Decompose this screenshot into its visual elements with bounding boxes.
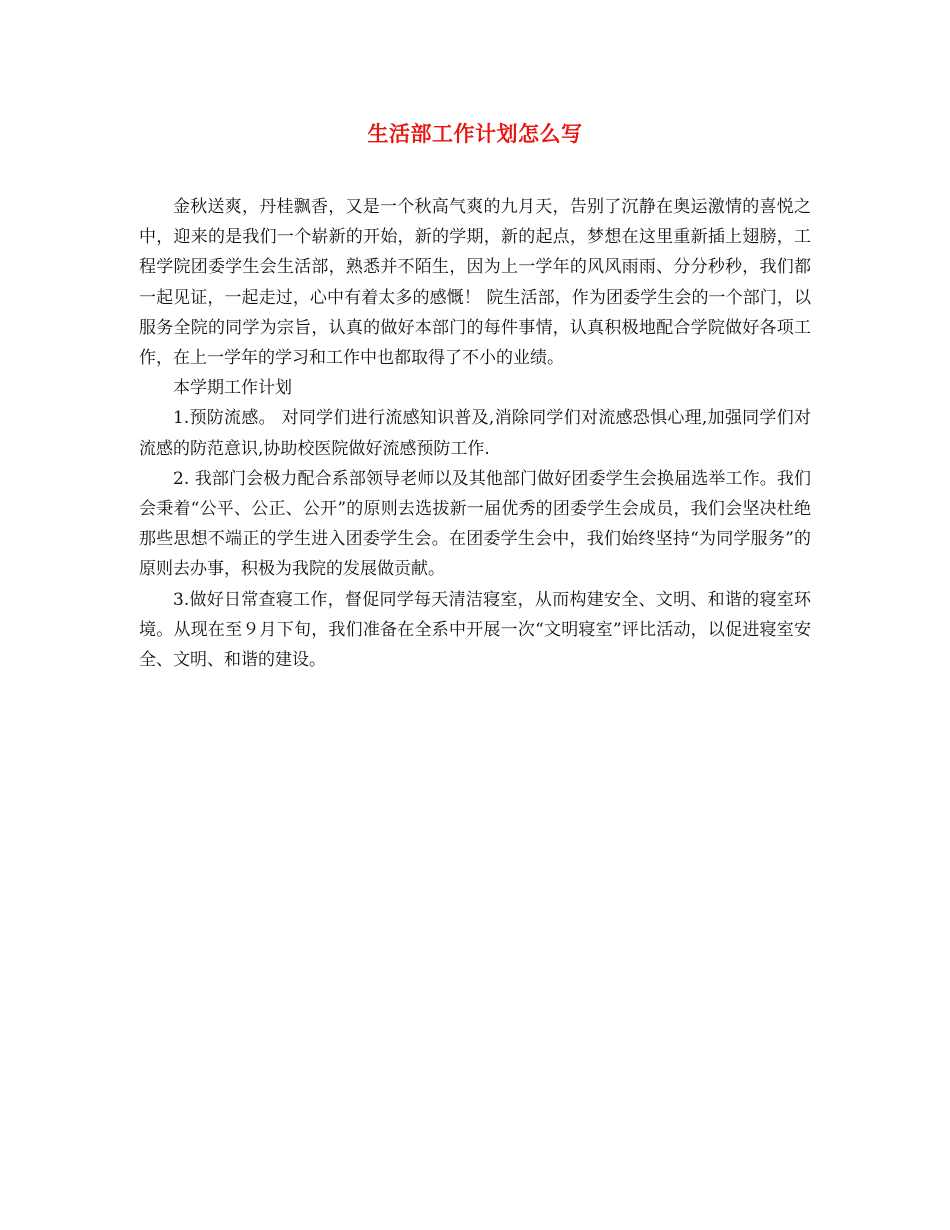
paragraph-intro: 金秋送爽，丹桂飘香，又是一个秋高气爽的九月天，告别了沉静在奥运激情的喜悦之中，迎来的是我们一个崭新的开始，新的学期，新的起点，梦想在这里重新插上翅膀，工程学院团委学生会生活部，熟悉并不陌生，因为上一学年的风风雨雨、分分秒秒，我们都一起见证，一起走过，心中有着太多的感慨！ 院生活部，作为团委学生会的一个部门，以服务全院的同学为宗旨，认真的做好本部门的每件事情，认真积极地配合学院做好各项工作，在上一学年的学习和工作中也都取得了不小的业绩。 bbox=[139, 197, 811, 369]
paragraph-plan-heading: 本学期工作计划 bbox=[173, 378, 292, 399]
document-title: 生活部工作计划怎么写 bbox=[367, 122, 583, 146]
paragraph-item-3: 3.做好日常查寝工作，督促同学每天清洁寝室，从而构建安全、文明、和谐的寝室环境。从现在至９月下旬，我们准备在全系中开展一次“文明寝室”评比活动，以促进寝室安全、文明、和谐的建设。 bbox=[139, 589, 811, 671]
paragraph-item-2: 2. 我部门会极力配合系部领导老师以及其他部门做好团委学生会换届选举工作。我们会秉着“公平、公正、公开”的原则去选拔新一届优秀的团委学生会成员，我们会坚决杜绝那些思想不端正的学生进入团委学生会。在团委学生会中，我们始终坚持“为同学服务”的原则去办事，积极为我院的发展做贡献。 bbox=[139, 468, 811, 580]
document-body bbox=[139, 192, 811, 675]
paragraph-item-1: 1.预防流感。 对同学们进行流感知识普及,消除同学们对流感恐惧心理,加强同学们对流感的防范意识,协助校医院做好流感预防工作. bbox=[139, 408, 811, 459]
